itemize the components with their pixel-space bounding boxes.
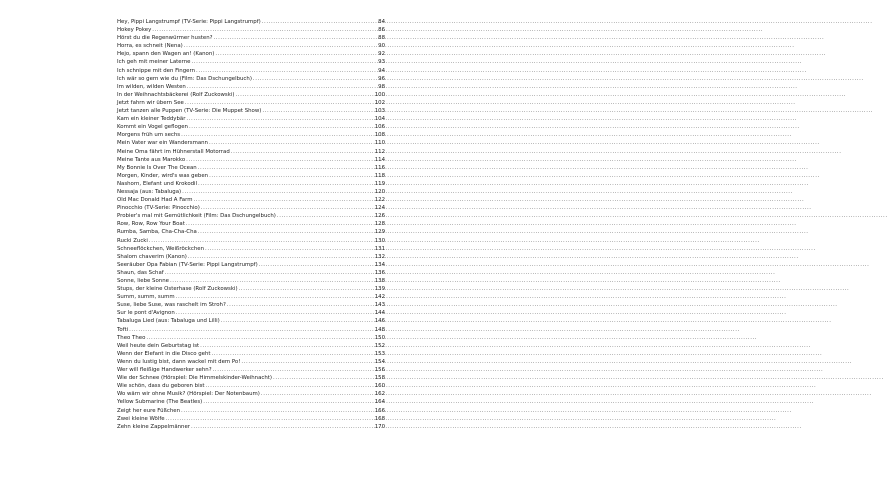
toc-entry[interactable] (117, 123, 385, 131)
toc-entry-title: Ich geh mit meiner Laterne (117, 59, 191, 66)
toc-entry-page-number: 120 (374, 188, 385, 195)
toc-entry[interactable] (117, 164, 385, 172)
toc-leader-dots (181, 407, 374, 415)
toc-entry[interactable] (117, 366, 385, 374)
toc-leader-dots (209, 172, 374, 180)
toc-entry[interactable] (117, 423, 385, 431)
toc-entry-page-number: 103 (374, 108, 385, 115)
toc-leader-dots (261, 390, 374, 398)
toc-entry-page-number: 106 (374, 124, 385, 131)
toc-entry-page-number: 164 (374, 399, 385, 406)
toc-leader-dots (200, 342, 374, 350)
toc-entry-page-number: 100 (374, 91, 385, 98)
toc-leader-dots (198, 180, 374, 188)
toc-leader-dots (165, 269, 374, 277)
toc-leader-dots (215, 50, 377, 58)
toc-leader-dots (203, 398, 373, 406)
toc-entry-page-number: 128 (374, 221, 385, 228)
toc-entry-page-number: 118 (374, 172, 385, 179)
toc-entry[interactable] (117, 172, 385, 180)
toc-entry[interactable] (117, 326, 385, 334)
toc-leader-dots (262, 18, 377, 26)
toc-entry-title: Sur le pont d'Avignon (117, 310, 175, 317)
toc-entry-page-number: 152 (374, 342, 385, 349)
toc-entry-page-number: 98 (378, 83, 385, 90)
toc-entry-title: Tofti (117, 326, 129, 333)
toc-leader-dots (231, 148, 374, 156)
toc-entry-title: Rumba, Samba, Cha-Cha-Cha (117, 229, 197, 236)
toc-entry[interactable] (117, 293, 385, 301)
toc-entry-page-number: 139 (374, 286, 385, 293)
toc-entry-title: Schneeflöckchen, Weißröckchen (117, 245, 204, 252)
toc-leader-dots (206, 382, 374, 390)
toc-entry-page-number: 108 (374, 132, 385, 139)
toc-entry-page-number: 148 (374, 326, 385, 333)
toc-entry[interactable] (117, 188, 385, 196)
toc-entry[interactable] (117, 390, 385, 398)
toc-entry-title: Wie der Schnee (Hörspiel: Die Himmelskinder-Weihnacht) (117, 375, 273, 382)
toc-entry[interactable] (117, 18, 385, 26)
toc-leader-dots (149, 237, 374, 245)
toc-entry-title: Hey, Pippi Langstrumpf (TV-Serie: Pippi Langstrumpf) (117, 19, 261, 25)
toc-entry[interactable] (117, 309, 385, 317)
toc-entry-title: Wenn der Elefant in die Disco geht (117, 350, 211, 357)
toc-leader-dots (227, 301, 374, 309)
toc-entry-page-number: 88 (378, 35, 385, 42)
toc-entry[interactable] (117, 342, 385, 350)
toc-entry-page-number: 134 (374, 261, 385, 268)
toc-leader-dots (209, 139, 374, 147)
toc-entry-page-number: 142 (374, 294, 385, 301)
toc-entry-title: Tabaluga Lied (aus: Tabaluga und Lilli) (117, 318, 220, 325)
toc-entry[interactable] (117, 212, 385, 220)
toc-entry-page-number: 93 (378, 59, 385, 66)
toc-leader-dots (182, 188, 374, 196)
toc-entry[interactable] (117, 83, 385, 91)
toc-entry-title: Rucki Zucki (117, 237, 148, 244)
toc-entry-page-number: 150 (374, 334, 385, 341)
toc-leader-dots (187, 83, 377, 91)
toc-entry-page-number: 86 (378, 27, 385, 34)
toc-entry[interactable] (117, 67, 385, 75)
toc-entry-title: Morgens früh um sechs (117, 132, 181, 139)
toc-leader-dots (221, 317, 374, 325)
toc-entry[interactable] (117, 350, 385, 358)
toc-entry[interactable] (117, 91, 385, 99)
toc-entry-title: Meine Tante aus Marokko (117, 156, 186, 163)
toc-entry[interactable] (117, 301, 385, 309)
toc-leader-dots (176, 309, 374, 317)
toc-entry-title: Mein Vater war ein Wandersmann (117, 140, 208, 147)
toc-leader-dots (188, 253, 374, 261)
toc-entry-page-number: 116 (374, 164, 385, 171)
toc-entry-title: Wie schön, dass du geboren bist (117, 383, 205, 390)
toc-entry-title: Seeräuber Opa Fabian (TV-Serie: Pippi Langstrumpf) (117, 261, 258, 268)
toc-entry[interactable] (117, 382, 385, 390)
toc-entry-page-number: 112 (374, 148, 385, 155)
toc-entry-page-number: 162 (374, 391, 385, 398)
toc-leader-dots (184, 42, 377, 50)
toc-entry-title: Zehn kleine Zappelmänner (117, 423, 191, 430)
toc-leader-dots (239, 285, 374, 293)
toc-leader-dots (146, 334, 373, 342)
toc-entry[interactable] (117, 34, 385, 42)
toc-entry-title: Suse, liebe Suse, was raschelt im Stroh? (117, 302, 226, 309)
toc-entry-page-number: 126 (374, 213, 385, 220)
toc-entry[interactable] (117, 139, 385, 147)
toc-entry-page-number: 132 (374, 253, 385, 260)
toc-entry[interactable] (117, 407, 385, 415)
toc-entry-title: Row, Row, Row Your Boat (117, 221, 185, 228)
table-of-contents-page (117, 18, 385, 431)
toc-entry-page-number: 122 (374, 197, 385, 204)
toc-entry-page-number: 104 (374, 116, 385, 123)
toc-entry-page-number: 138 (374, 278, 385, 284)
toc-entry[interactable] (117, 245, 385, 253)
toc-entry[interactable] (117, 415, 385, 423)
toc-entry-page-number: 170 (374, 423, 385, 430)
toc-entry-title: Wer will fleißige Handwerker sehn? (117, 367, 212, 374)
toc-entry-title: Wo wärn wir ohne Musik? (Hörspiel: Der Notenbaum) (117, 391, 260, 398)
toc-entry-page-number: 156 (374, 367, 385, 374)
toc-entry[interactable] (117, 277, 385, 285)
toc-entry[interactable] (117, 204, 385, 212)
toc-leader-dots (170, 277, 374, 285)
toc-entry-page-number: 144 (374, 310, 385, 317)
toc-leader-dots (213, 366, 374, 374)
toc-list (117, 18, 385, 431)
toc-entry[interactable] (117, 253, 385, 261)
toc-entry-title: Hörst du die Regenwürmer husten? (117, 35, 213, 42)
toc-leader-dots (186, 115, 373, 123)
toc-leader-dots (166, 415, 374, 423)
toc-entry[interactable] (117, 317, 385, 325)
toc-entry-title: Meine Oma fährt im Hühnerstall Motorrad (117, 148, 230, 155)
toc-leader-dots (191, 58, 377, 66)
toc-entry[interactable] (117, 50, 385, 58)
toc-entry-title: Ich wär so gern wie du (Film: Das Dschungelbuch) (117, 75, 252, 82)
toc-entry-title: Shaun, das Schaf (117, 269, 164, 276)
toc-entry-title: Morgen, Kinder, wird's was geben (117, 172, 209, 179)
toc-entry[interactable] (117, 156, 385, 164)
toc-entry[interactable] (117, 269, 385, 277)
toc-entry[interactable] (117, 58, 385, 66)
toc-entry[interactable] (117, 285, 385, 293)
toc-entry-page-number: 160 (374, 383, 385, 390)
toc-leader-dots (235, 91, 373, 99)
toc-entry[interactable] (117, 107, 385, 115)
toc-leader-dots (259, 261, 374, 269)
toc-entry-title: Kam ein kleiner Teddybär (117, 116, 186, 123)
toc-entry-title: Zwei kleine Wölfe (117, 415, 165, 422)
toc-leader-dots (241, 358, 373, 366)
toc-leader-dots (198, 164, 374, 172)
toc-leader-dots (205, 245, 374, 253)
toc-entry-page-number: 124 (374, 205, 385, 212)
toc-entry[interactable] (117, 99, 385, 107)
toc-leader-dots (212, 350, 374, 358)
toc-entry-title: In der Weihnachtsbäckerei (Rolf Zuckowski) (117, 91, 235, 98)
toc-leader-dots (201, 204, 374, 212)
toc-entry-title: Kommt ein Vogel geflogen (117, 124, 188, 131)
toc-leader-dots (253, 75, 377, 83)
toc-entry[interactable] (117, 196, 385, 204)
toc-entry-title: Nashorn, Elefant und Krokodil (117, 180, 198, 187)
toc-entry[interactable] (117, 374, 385, 382)
toc-entry-title: Theo Theo (117, 334, 146, 341)
toc-entry[interactable] (117, 26, 385, 34)
toc-entry-title: Ich schnippe mit den Fingern (117, 67, 196, 74)
toc-entry-page-number: 110 (374, 140, 385, 147)
toc-leader-dots (273, 374, 374, 382)
toc-entry[interactable] (117, 237, 385, 245)
toc-entry-page-number: 90 (378, 43, 385, 50)
toc-entry[interactable] (117, 220, 385, 228)
toc-entry-title: Jetzt tanzen alle Puppen (TV-Serie: Die Muppet Show) (117, 108, 262, 115)
toc-entry-title: Shalom chaverim (Kanon) (117, 253, 187, 260)
toc-entry-page-number: 114 (374, 156, 385, 163)
toc-entry-title: Probier's mal mit Gemütlichkeit (Film: Das Dschungelbuch) (117, 213, 276, 220)
toc-leader-dots (189, 123, 374, 131)
toc-entry-page-number: 94 (378, 67, 385, 74)
toc-leader-dots (152, 26, 377, 34)
toc-entry-page-number: 102 (374, 99, 385, 106)
toc-entry-page-number: 153 (374, 350, 385, 357)
toc-entry-title: Hokey Pokey (117, 27, 152, 34)
toc-entry-page-number: 146 (374, 318, 385, 325)
toc-entry[interactable] (117, 334, 385, 342)
toc-entry-title: Sonne, liebe Sonne (117, 278, 169, 284)
toc-leader-dots (193, 196, 373, 204)
toc-entry[interactable] (117, 42, 385, 50)
toc-entry-title: Im wilden, wilden Westen (117, 83, 186, 90)
toc-entry-page-number: 158 (374, 375, 385, 382)
toc-entry[interactable] (117, 180, 385, 188)
toc-entry[interactable] (117, 398, 385, 406)
toc-leader-dots (185, 99, 374, 107)
toc-entry-page-number: 96 (378, 75, 385, 82)
toc-entry[interactable] (117, 228, 385, 236)
toc-entry-page-number: 119 (374, 180, 385, 187)
toc-entry-page-number: 166 (374, 407, 385, 414)
toc-entry-page-number: 168 (374, 415, 385, 422)
toc-entry-title: My Bonnie Is Over The Ocean (117, 164, 197, 171)
toc-leader-dots (213, 34, 377, 42)
toc-entry-title: Yellow Submarine (The Beatles) (117, 399, 203, 406)
toc-entry-title: Pinocchio (TV-Serie: Pinocchio) (117, 205, 200, 212)
toc-entry-page-number: 143 (374, 302, 385, 309)
toc-entry-title: Jetzt fahrn wir übern See (117, 99, 184, 106)
toc-leader-dots (186, 220, 374, 228)
toc-entry[interactable] (117, 358, 385, 366)
toc-entry-page-number: 131 (374, 245, 385, 252)
toc-entry-page-number: 136 (374, 269, 385, 276)
toc-leader-dots (181, 131, 374, 139)
toc-entry-title: Hejo, spann den Wagen an! (Kanon) (117, 51, 215, 58)
toc-entry-title: Nessaja (aus: Tabaluga) (117, 188, 182, 195)
toc-entry-title: Weil heute dein Geburtstag ist (117, 342, 200, 349)
toc-entry[interactable] (117, 115, 385, 123)
toc-leader-dots (129, 326, 374, 334)
toc-entry-title: Old Mac Donald Had A Farm (117, 197, 193, 204)
toc-entry[interactable] (117, 261, 385, 269)
toc-entry[interactable] (117, 148, 385, 156)
toc-leader-dots (176, 293, 374, 301)
toc-leader-dots (262, 107, 373, 115)
toc-entry[interactable] (117, 75, 385, 83)
toc-entry-page-number: 84 (378, 19, 385, 25)
toc-leader-dots (191, 423, 374, 431)
toc-entry-page-number: 92 (378, 51, 385, 58)
toc-entry-title: Wenn du lustig bist, dann wackel mit dem Po! (117, 358, 241, 365)
toc-entry-title: Summ, summ, summ (117, 294, 175, 301)
toc-leader-dots (198, 228, 374, 236)
toc-entry-page-number: 154 (374, 358, 385, 365)
toc-entry-title: Stups, der kleine Osterhase (Rolf Zuckowski) (117, 286, 238, 293)
toc-entry-title: Zeigt her eure Füßchen (117, 407, 181, 414)
toc-entry-page-number: 130 (374, 237, 385, 244)
toc-leader-dots (196, 67, 377, 75)
toc-entry-page-number: 129 (374, 229, 385, 236)
toc-leader-dots (186, 156, 374, 164)
toc-entry[interactable] (117, 131, 385, 139)
toc-entry-title: Horra, es schneit (Nena) (117, 43, 183, 50)
toc-leader-dots (277, 212, 374, 220)
